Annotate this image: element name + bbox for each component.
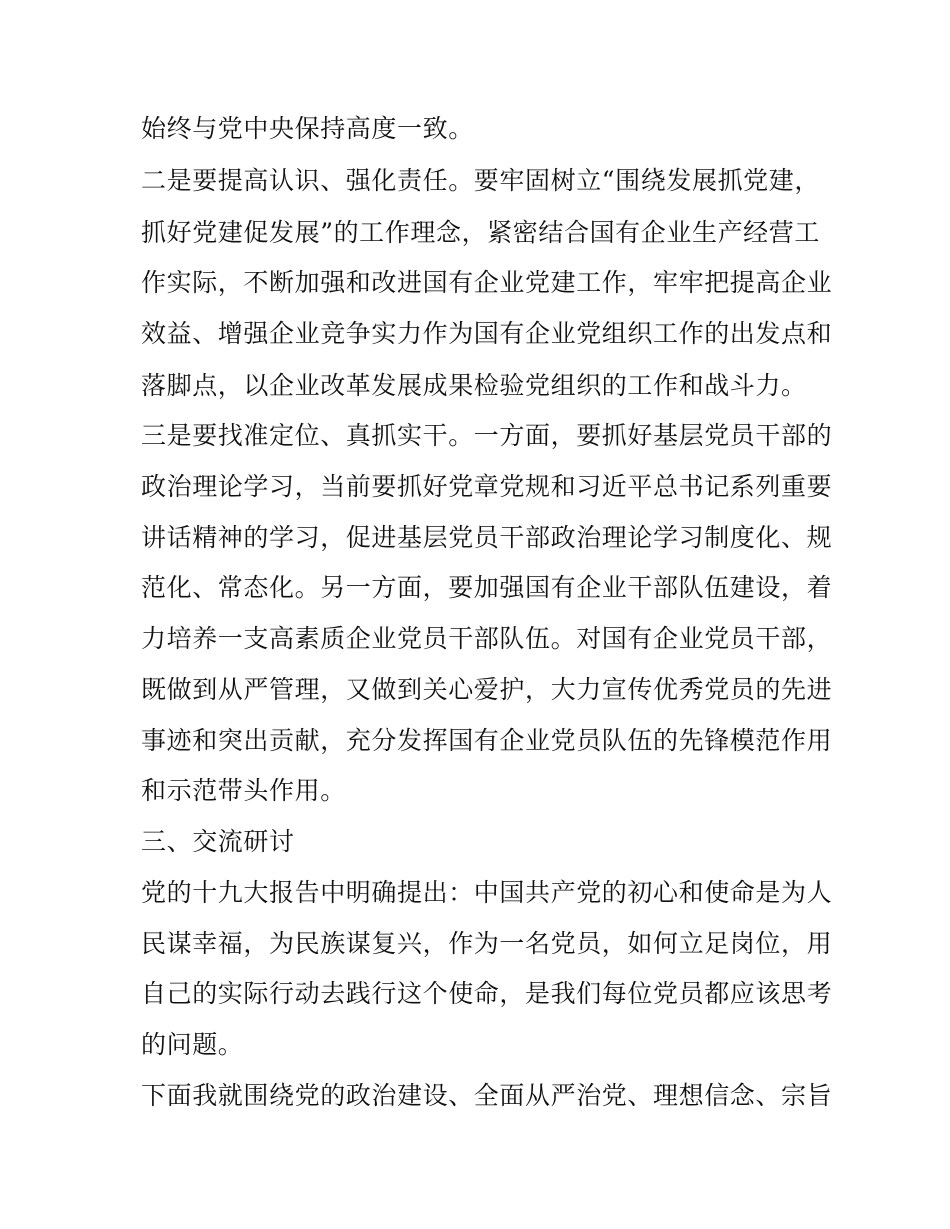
- text-line: 政治理论学习，当前要抓好党章党规和习近平总书记系列重要: [141, 472, 833, 501]
- text-line: 力培养一支高素质企业党员干部队伍。对国有企业党员干部，: [141, 624, 833, 653]
- text-line: 下面我就围绕党的政治建设、全面从严治党、理想信念、宗旨: [141, 1081, 833, 1110]
- text-line: 范化、常态化。另一方面，要加强国有企业干部队伍建设，着: [141, 573, 833, 602]
- text-line: 党的十九大报告中明确提出：中国共产党的初心和使命是为人: [141, 878, 833, 907]
- section-heading: 三、交流研讨: [141, 827, 295, 856]
- text-line: 民谋幸福，为民族谋复兴，作为一名党员，如何立足岗位，用: [141, 929, 833, 958]
- text-line: 和示范带头作用。: [141, 776, 346, 805]
- text-line: 作实际，不断加强和改进国有企业党建工作，牢牢把提高企业: [141, 268, 833, 297]
- text-line: 抓好党建促发展”的工作理念，紧密结合国有企业生产经营工: [141, 218, 820, 247]
- text-line: 三是要找准定位、真抓实干。一方面，要抓好基层党员干部的: [141, 421, 833, 450]
- text-line: 事迹和突出贡献，充分发挥国有企业党员队伍的先锋模范作用: [141, 726, 833, 755]
- text-line: 讲话精神的学习，促进基层党员干部政治理论学习制度化、规: [141, 523, 833, 552]
- text-line: 自己的实际行动去践行这个使命，是我们每位党员都应该思考: [141, 979, 833, 1008]
- text-line: 落脚点，以企业改革发展成果检验党组织的工作和战斗力。: [141, 371, 807, 400]
- text-line: 二是要提高认识、强化责任。要牢固树立“围绕发展抓党建，: [141, 166, 820, 195]
- text-line: 效益、增强企业竞争实力作为国有企业党组织工作的出发点和: [141, 319, 833, 348]
- text-line: 的问题。: [141, 1030, 244, 1059]
- text-line: 始终与党中央保持高度一致。: [141, 114, 474, 143]
- text-line: 既做到从严管理，又做到关心爱护，大力宣传优秀党员的先进: [141, 675, 833, 704]
